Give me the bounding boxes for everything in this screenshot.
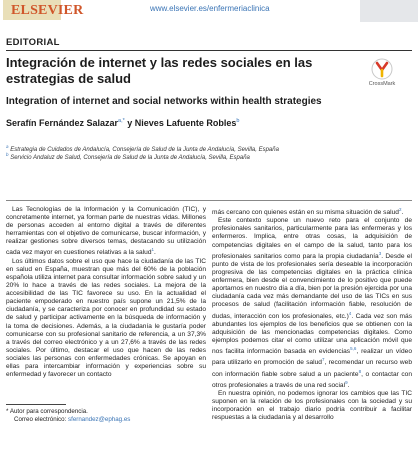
affiliation-text: Servicio Andaluz de Salud, Consejería de Salud de la Junta de Andalucía, Sevilla, España [10,155,250,161]
body-text: Los últimos datos sobre el uso que hace la ciudadanía de las TIC en salud en España, muestran que más del 60% de la población española utiliza internet para consultar información sobre salud y un 20% lo hace a través de las redes sociales. La mejora de la accesibilidad de las TIC favorece su uso. En la actualidad el paciente empoderado en nuestro país supone un 21,5% de la ciudadanía, y se caracteriza por conocer en profundidad su estado de salud y participar activamente en la búsqueda de información y la toma de decisiones. Además, a la ciudadanía le gustaría poder comunicarse con su profesional sanitario de referencia, a un 37,3% a través del correo electrónico y a un 27,6% a través de las redes sociales. Por último, destacar el uso que hacen de las redes sociales las personas con enfermedades crónicas. Se apoyan en ellas para intercambiar información y experiencias sobre su enfermedad y favorecer un contacto [6,257,206,379]
body-text: . Desde el punto de vista de los profesionales sería deseable la incorporación progresiva de las competencias digitales en la práctica clínica enfermera, bien desde el convencimiento de lo positivo que puede aportarnos en nuestro día a día, bien por la presión ejercida por una ciudadanía cada vez más demandante del uso de las TICs en sus procesos de salud (facilitación información fiable, resolución de dudas, interacción con los profesionales, etc.) [212,252,412,320]
journal-header [0,0,418,24]
body-paragraph: más cercano con quienes están en su misma situación de salud$^2$. [212,207,404,217]
author-name[interactable]: Nieves Lafuente Robles [134,118,237,128]
body-text: , recomendar un recurso web con información fiable sobre salud a un paciente [212,359,413,378]
body-column-left [6,206,206,379]
body-text: . [347,382,350,390]
publisher-logo [3,0,84,20]
body-column-right [212,206,412,423]
journal-cover-strip [360,0,418,22]
body-text: más cercano con quienes están en su misma situación de salud [212,209,399,217]
body-paragraph [6,258,206,379]
reference-link[interactable]: 3 [378,250,382,256]
footnote-label: Autor para correspondencia. [9,408,88,415]
correspondence-footnote [6,408,130,424]
section-label: EDITORIAL [6,37,60,48]
reference-link[interactable]: 7 [321,357,325,363]
affiliation-mark: b [6,152,9,157]
affiliation-mark: a [6,144,9,149]
author-name[interactable]: Serafín Fernández Salazar [6,118,119,128]
crossmark-label: CrossMark [368,81,396,87]
author-marks[interactable]: a,* [118,118,125,124]
publisher-logo-text: ELSEVIER [11,3,84,18]
affiliation [6,152,250,161]
article-title: Integración de internet y las redes sociales en las estrategias de salud [6,55,313,86]
body-paragraph: Las Tecnologías de la Información y la Comunicación (TIC), y concretamente internet, ya forman parte de nuestras vidas. Millones de personas acceden al entorno digital a través de diferentes herramientas con el objetivo de comunicarse, buscar información, y realizar gestiones sobre diversos temas, destacando su utilización cada vez mayor en cuestiones relativas a la salud$^1$. [6,206,206,257]
author-marks[interactable]: b [236,118,240,124]
reference-link[interactable]: 1 [151,247,155,253]
article-subtitle-en: Integration of internet and social networks within health strategies [6,96,322,107]
author-joiner: y [124,118,135,128]
footnote-divider [6,404,66,405]
section-divider [6,50,412,51]
email-link[interactable]: sfernandez@ephag.es [68,416,131,423]
reference-link[interactable]: 2 [398,207,402,212]
reference-link[interactable]: 5,6 [350,346,357,352]
body-text: . Cada vez son más abundantes los ejemplos de los beneficios que se obtienen con la adquisición de las mencionadas competencias digitales. Como ejemplos podemos citar el como utilizar una aplicación móvil que nos facilita información basada en evidencias [212,312,412,356]
body-text: Este contexto supone un nuevo reto para el conjunto de profesionales sanitarios, particularmente para las enfermeras y los enfermeros. Implica, entre otras cosas, la adquisición de competencias digitales en el campo de la salud, tanto para los profesionales sanitarios como para la propia ciudadanía [212,217,412,260]
crossmark-badge[interactable] [360,58,404,87]
email-label: Correo electrónico: [14,416,67,423]
body-paragraph [212,390,412,422]
body-paragraph [212,217,412,390]
body-text: Las Tecnologías de la Información y la Comunicación (TIC), y concretamente internet, ya forman parte de nuestras vidas. Millones de personas acceden al entorno digital a través de diferentes herramientas con el objetivo de comunicarse, buscar información, y realizar gestiones sobre diversos temas, destacando su utilización cada vez mayor en cuestiones relativas a la salud [6,206,206,257]
reference-link[interactable]: 4 [348,310,352,316]
header-body-divider [6,200,412,201]
reference-link[interactable]: 9 [345,379,348,385]
author-list [6,118,239,128]
body-text: , o contactar con otros profesionales a través de una red social [212,370,412,390]
crossmark-icon [371,58,393,80]
body-text: , realizar un vídeo para utilizarlo en promoción de salud [212,348,412,367]
journal-url-link[interactable]: www.elsevier.es/enfermeriaclinica [150,4,270,13]
footnote-mark: * [6,408,9,415]
reference-link[interactable]: 8 [358,368,362,374]
affiliation-text: Estrategia de Cuidados de Andalucía, Consejería de Salud de la Junta de Andalucía, Sevilla, España [10,147,279,153]
body-text: En nuestra opinión, no podemos ignorar los cambios que las TIC suponen en la relación de los profesionales con la sociedad y su incorporación en el trabajo diario podría contribuir a facilitar respuestas a la ciudadanía y al desarrollo [212,390,412,422]
